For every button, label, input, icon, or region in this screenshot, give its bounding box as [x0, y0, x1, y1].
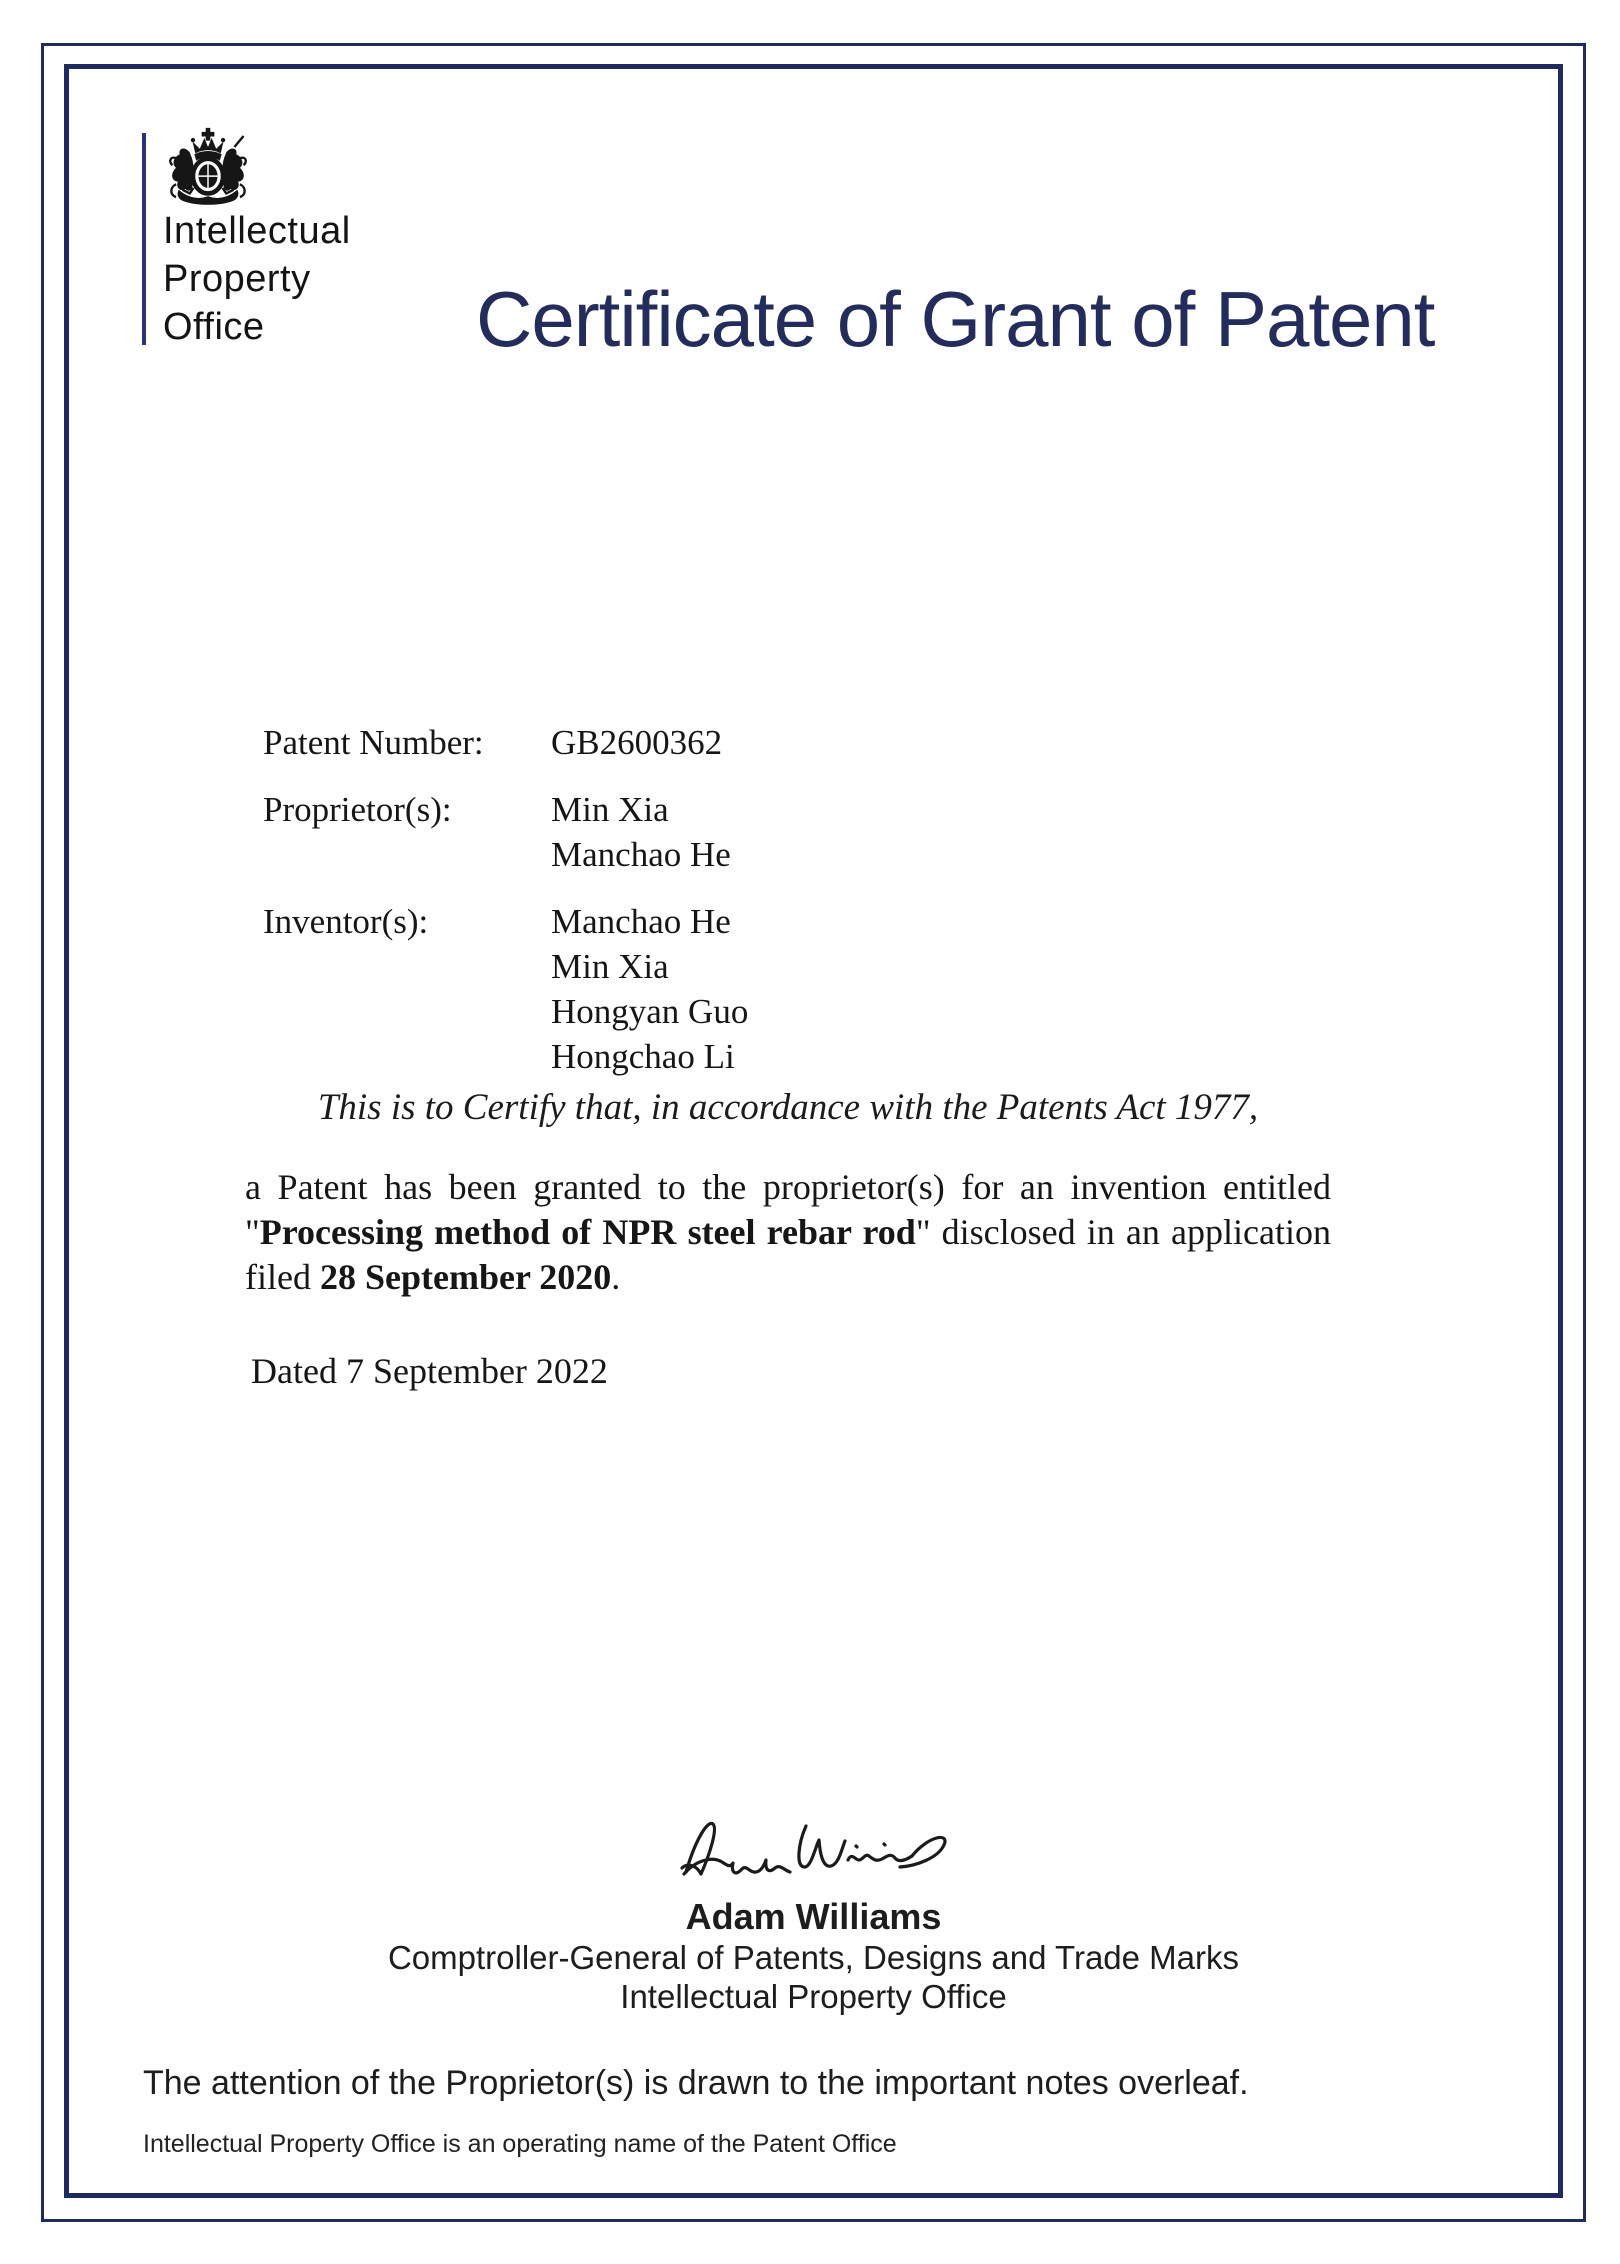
inventors-row	[263, 899, 748, 1079]
inventor-name: Hongyan Guo	[551, 992, 749, 1031]
signatory-block	[64, 1896, 1563, 2016]
proprietors-label: Proprietor(s):	[263, 790, 452, 829]
operating-name-note: Intellectual Property Office is an operating name of the Patent Office	[143, 2130, 897, 2158]
proprietor-name: Manchao He	[551, 835, 731, 874]
logo-vertical-bar	[142, 133, 146, 345]
patent-number-row	[263, 720, 748, 765]
certify-statement: This is to Certify that, in accordance with the Patents Act 1977,	[317, 1087, 1259, 1128]
grant-text-part2: " disclosed in an application filed	[245, 1212, 1331, 1297]
attention-note: The attention of the Proprietor(s) is drawn to the important notes overleaf.	[143, 2064, 1249, 2102]
royal-coat-of-arms-icon	[158, 126, 258, 208]
dated-line: Dated 7 September 2022	[251, 1351, 608, 1391]
logo-wordmark	[163, 207, 351, 351]
inventor-name: Hongchao Li	[551, 1037, 735, 1076]
logo-word-property: Property	[163, 258, 311, 300]
inventors-label: Inventor(s):	[263, 902, 429, 941]
handwritten-signature-icon	[678, 1816, 963, 1888]
patent-number-label: Patent Number:	[263, 723, 484, 762]
invention-title: Processing method of NPR steel rebar rod	[259, 1212, 916, 1252]
grant-paragraph	[245, 1165, 1331, 1300]
proprietor-name: Min Xia	[551, 790, 669, 829]
logo-word-intellectual: Intellectual	[163, 210, 351, 252]
signatory-office: Intellectual Property Office	[620, 1978, 1007, 2015]
signatory-name: Adam Williams	[685, 1896, 942, 1937]
inventor-name: Manchao He	[551, 902, 731, 941]
page-title: Certificate of Grant of Patent	[476, 275, 1435, 363]
filing-date: 28 September 2020	[319, 1257, 612, 1297]
patent-number-value: GB2600362	[551, 723, 723, 762]
inventor-name: Min Xia	[551, 947, 669, 986]
grant-text-part3: .	[611, 1257, 621, 1297]
proprietors-row	[263, 787, 748, 877]
logo-word-office: Office	[163, 306, 265, 348]
patent-details	[263, 720, 748, 1079]
grant-text-part1: a Patent has been granted to the proprietor(s) for an invention entitled "	[245, 1167, 1331, 1252]
signatory-role: Comptroller-General of Patents, Designs and Trade Marks	[387, 1939, 1240, 1976]
